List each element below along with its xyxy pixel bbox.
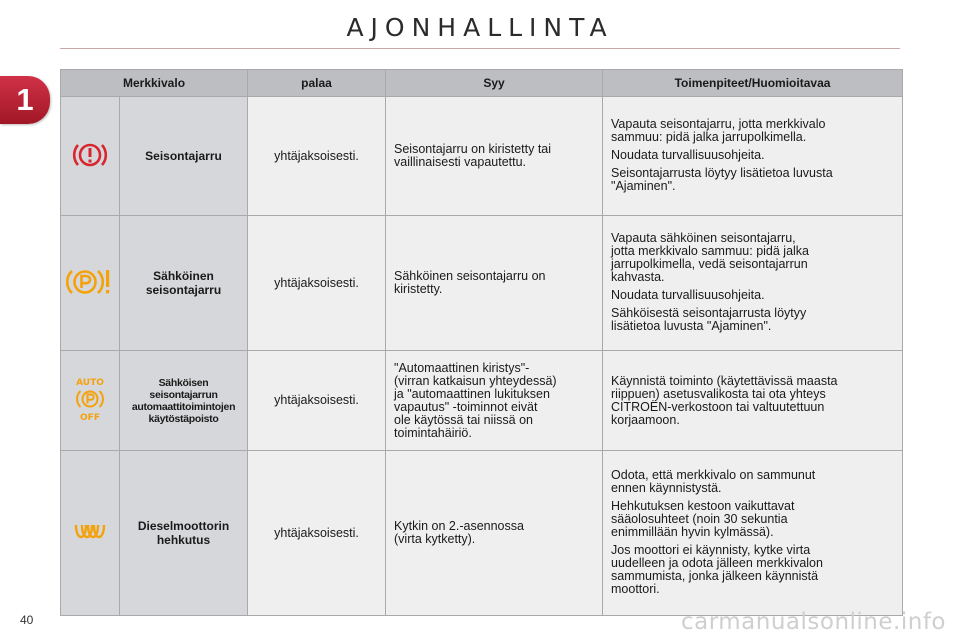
action-cell: Odota, että merkkivalo on sammunut ennen käynnistystä. Hehkutuksen kestoon vaikuttavat sääolosuhteet (noin 30 sekuntia enimmillään hyvin kylmässä). Jos moottori ei käynnisty, kytke virta uudelleen ja odota jälleen merkkivalon sammumista, jonka jälkeen käynnistä moottori. — [603, 451, 903, 616]
title-divider — [60, 48, 900, 49]
cause-cell: Sähköinen seisontajarru on kiristetty. — [386, 216, 603, 351]
table-header-row — [61, 70, 903, 97]
table-row — [61, 451, 903, 616]
svg-text:AUTO: AUTO — [76, 378, 104, 388]
page-title: AJONHALLINTA — [346, 13, 614, 42]
action-cell: Vapauta seisontajarru, jotta merkkivalo sammuu: pidä jalka jarrupolkimella. Noudata turvallisuusohjeita. Seisontajarrusta löytyy lisätietoa luvusta "Ajaminen". — [603, 97, 903, 216]
state-cell: yhtäjaksoisesti. — [248, 97, 386, 216]
action-cell: Vapauta sähköinen seisontajarru, jotta merkkivalo sammuu: pidä jalka jarrupolkimella, vedä seisontajarrun kahvasta. Noudata turvallisuusohjeita. Sähköisestä seisontajarrusta löytyy lisätietoa luvusta "Ajaminen". — [603, 216, 903, 351]
icon-cell — [61, 216, 120, 351]
parking-brake-warning-icon — [72, 140, 108, 170]
light-name: Sähköisen seisontajarrun automaattitoimintojen käytöstäpoisto — [120, 351, 248, 451]
header-merkkivalo: Merkkivalo — [61, 70, 248, 97]
light-name: Dieselmoottorin hehkutus — [120, 451, 248, 616]
table-row — [61, 351, 903, 451]
header-syy: Syy — [386, 70, 603, 97]
table-row — [61, 216, 903, 351]
header-toimenpiteet: Toimenpiteet/Huomioitavaa — [603, 70, 903, 97]
icon-cell — [61, 451, 120, 616]
electric-parking-brake-icon — [65, 265, 115, 299]
state-cell: yhtäjaksoisesti. — [248, 451, 386, 616]
chapter-tab — [0, 76, 50, 124]
action-cell: Käynnistä toiminto (käytettävissä maasta riippuen) asetusvalikosta tai ota yhteys CITROËN-verkostoon tai valtuutettuun korjaamoon. — [603, 351, 903, 451]
state-cell: yhtäjaksoisesti. — [248, 216, 386, 351]
cause-cell: "Automaattinen kiristys"- (virran katkaisun yhteydessä) ja "automaattinen lukituksen vapautus" -toiminnot eivät ole käytössä tai niissä on toimintahäiriö. — [386, 351, 603, 451]
table-row — [61, 97, 903, 216]
cause-cell: Seisontajarru on kiristetty tai vaillinaisesti vapautettu. — [386, 97, 603, 216]
auto-parking-brake-off-icon — [70, 376, 110, 422]
icon-cell — [61, 351, 120, 451]
diesel-glow-plug-icon — [73, 521, 107, 543]
chapter-number: 1 — [16, 82, 34, 117]
state-cell: yhtäjaksoisesti. — [248, 351, 386, 451]
cause-cell: Kytkin on 2.-asennossa (virta kytketty). — [386, 451, 603, 616]
svg-text:OFF: OFF — [80, 413, 100, 422]
icon-cell — [61, 97, 120, 216]
watermark: carmanualsonline.info — [680, 609, 946, 635]
header-palaa: palaa — [248, 70, 386, 97]
light-name: Sähköinen seisontajarru — [120, 216, 248, 351]
warning-lights-table — [60, 69, 903, 616]
page-number: 40 — [20, 613, 34, 627]
light-name: Seisontajarru — [120, 97, 248, 216]
